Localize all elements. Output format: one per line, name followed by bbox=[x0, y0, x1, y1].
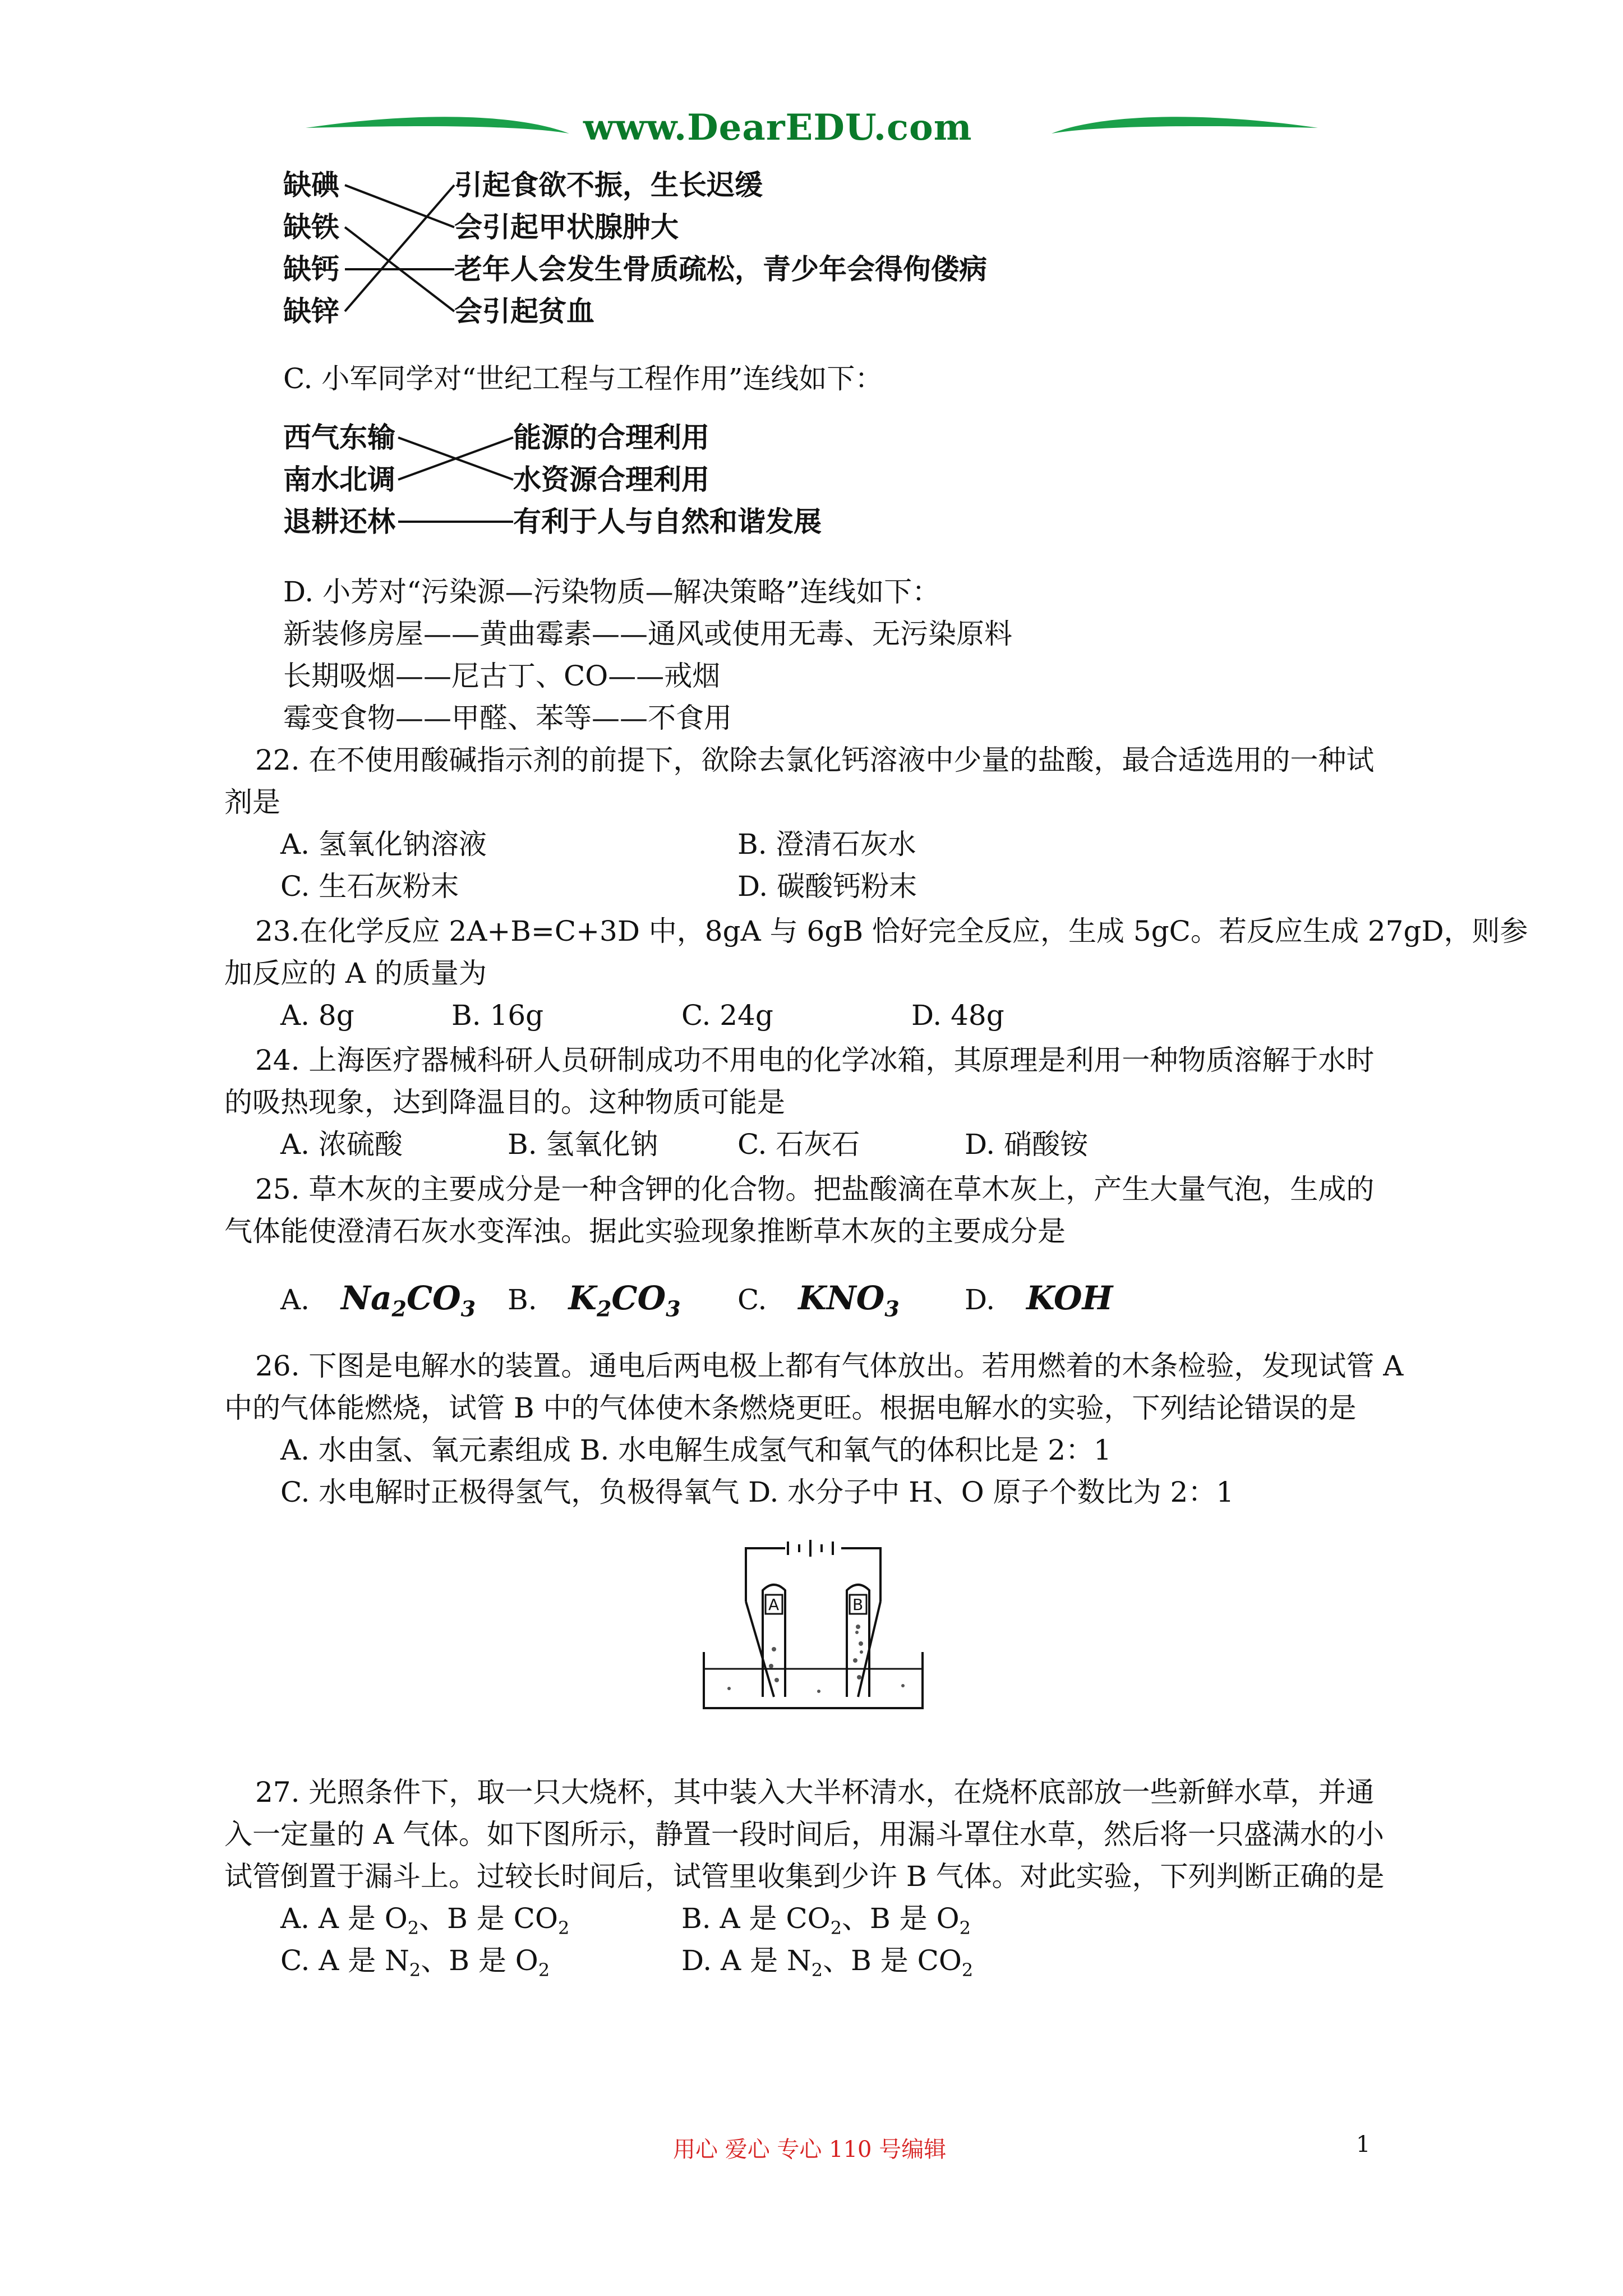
q27-option-d[interactable]: D. A 是 $N_2$、B 是 $CO_2$ bbox=[681, 1944, 974, 1981]
q23-option-a[interactable]: A. 8g bbox=[280, 999, 354, 1032]
q25-a-formula: $Na_2CO_3$ bbox=[340, 1279, 476, 1322]
q26-options-ab[interactable]: A. 水由氢、氧元素组成 B. 水电解生成氢气和氧气的体积比是 2：1 bbox=[280, 1434, 1112, 1466]
q25-d-label: D. bbox=[965, 1283, 995, 1316]
c-left-1: 西气东输 bbox=[283, 421, 395, 454]
q22-option-b[interactable]: B. 澄清石灰水 bbox=[737, 828, 916, 861]
q25-option-a[interactable] bbox=[280, 1279, 476, 1322]
match-left-1: 缺碘 bbox=[283, 169, 339, 201]
c-right-1: 能源的合理利用 bbox=[513, 421, 709, 454]
match-right-4: 会引起贫血 bbox=[454, 295, 594, 328]
q24-stem-2: 的吸热现象，达到降温目的。这种物质可能是 bbox=[224, 1086, 785, 1119]
q24-option-b[interactable]: B. 氢氧化钠 bbox=[508, 1128, 658, 1161]
c-right-2: 水资源合理利用 bbox=[513, 463, 709, 496]
match-right-1: 引起食欲不振，生长迟缓 bbox=[454, 169, 763, 201]
option-d-line-1: 新装修房屋——黄曲霉素——通风或使用无毒、无污染原料 bbox=[283, 618, 1012, 650]
q25-option-b[interactable] bbox=[508, 1279, 681, 1322]
q23-stem-2: 加反应的 A 的质量为 bbox=[224, 957, 487, 990]
q22-stem-2: 剂是 bbox=[224, 786, 280, 818]
q22-option-c[interactable]: C. 生石灰粉末 bbox=[280, 870, 459, 903]
q23-option-b[interactable]: B. 16g bbox=[451, 999, 544, 1032]
q25-option-c[interactable] bbox=[737, 1279, 900, 1322]
q23-option-c[interactable]: C. 24g bbox=[681, 999, 773, 1032]
q25-stem-1: 25. 草木灰的主要成分是一种含钾的化合物。把盐酸滴在草木灰上，产生大量气泡，生成的 bbox=[255, 1173, 1375, 1205]
q25-option-d[interactable] bbox=[965, 1279, 1113, 1317]
q25-stem-2: 气体能使澄清石灰水变浑浊。据此实验现象推断草木灰的主要成分是 bbox=[224, 1215, 1066, 1248]
q24-stem-1: 24. 上海医疗器械科研人员研制成功不用电的化学冰箱，其原理是利用一种物质溶解于水时 bbox=[255, 1044, 1375, 1076]
c-right-3: 有利于人与自然和谐发展 bbox=[513, 505, 822, 538]
q25-d-formula: KOH bbox=[1026, 1279, 1113, 1317]
option-d-line-2: 长期吸烟——尼古丁、CO——戒烟 bbox=[283, 660, 721, 692]
q27-stem-1: 27. 光照条件下，取一只大烧杯，其中装入大半杯清水，在烧杯底部放一些新鲜水草，并通 bbox=[255, 1776, 1375, 1809]
match-left-3: 缺钙 bbox=[283, 253, 339, 286]
option-c-intro: C. 小军同学对“世纪工程与工程作用”连线如下： bbox=[283, 362, 883, 395]
q27-stem-2: 入一定量的 A 气体。如下图所示，静置一段时间后，用漏斗罩住水草，然后将一只盛满水的小 bbox=[224, 1818, 1384, 1851]
q25-a-label: A. bbox=[280, 1283, 310, 1316]
footer-text: 用心 爱心 专心 110 号编辑 bbox=[673, 2137, 947, 2162]
option-d-intro: D. 小芳对“污染源—污染物质—解决策略”连线如下： bbox=[283, 576, 940, 608]
match-c-lines bbox=[398, 421, 516, 539]
q22-stem-1: 22. 在不使用酸碱指示剂的前提下，欲除去氯化钙溶液中少量的盐酸，最合适选用的一种试 bbox=[255, 744, 1375, 776]
q26-options-cd[interactable]: C. 水电解时正极得氢气，负极得氧气 D. 水分子中 H、O 原子个数比为 2：1 bbox=[280, 1476, 1234, 1508]
q27-option-b[interactable]: B. A 是 $CO_2$、B 是 $O_2$ bbox=[681, 1902, 971, 1939]
q22-option-d[interactable]: D. 碳酸钙粉末 bbox=[737, 870, 917, 903]
q27-option-a[interactable]: A. A 是 $O_2$、B 是 $CO_2$ bbox=[280, 1902, 570, 1939]
match-left-4: 缺锌 bbox=[283, 295, 339, 328]
q27-stem-3: 试管倒置于漏斗上。过较长时间后，试管里收集到少许 B 气体。对此实验，下列判断正确的是 bbox=[224, 1860, 1385, 1893]
q25-b-label: B. bbox=[508, 1283, 537, 1316]
q24-option-c[interactable]: C. 石灰石 bbox=[737, 1128, 860, 1161]
electrolysis-diagram bbox=[695, 1537, 931, 1717]
match-b-lines bbox=[345, 168, 457, 331]
page-number: 1 bbox=[1356, 2132, 1371, 2157]
tube-b-label: B bbox=[852, 1595, 864, 1614]
q23-stem-1: 23.在化学反应 2A+B=C+3D 中，8gA 与 6gB 恰好完全反应，生成 5gC。若反应生成 27gD，则参 bbox=[255, 915, 1528, 947]
q26-stem-2: 中的气体能燃烧，试管 B 中的气体使木条燃烧更旺。根据电解水的实验，下列结论错误的是 bbox=[224, 1392, 1357, 1424]
q24-option-a[interactable]: A. 浓硫酸 bbox=[280, 1128, 403, 1161]
q25-c-label: C. bbox=[737, 1283, 767, 1316]
match-right-3: 老年人会发生骨质疏松，青少年会得佝偻病 bbox=[454, 253, 987, 286]
match-right-2: 会引起甲状腺肿大 bbox=[454, 211, 679, 243]
q25-b-formula: $K_2CO_3$ bbox=[568, 1279, 681, 1322]
q23-option-d[interactable]: D. 48g bbox=[911, 999, 1004, 1032]
c-left-2: 南水北调 bbox=[283, 463, 395, 496]
q26-stem-1: 26. 下图是电解水的装置。通电后两电极上都有气体放出。若用燃着的木条检验，发现试管 A bbox=[255, 1350, 1404, 1382]
match-left-2: 缺铁 bbox=[283, 211, 339, 243]
option-d-line-3: 霉变食物——甲醛、苯等——不食用 bbox=[283, 702, 732, 734]
c-left-3: 退耕还林 bbox=[283, 505, 395, 538]
q22-option-a[interactable]: A. 氢氧化钠溶液 bbox=[280, 828, 487, 861]
q24-option-d[interactable]: D. 硝酸铵 bbox=[965, 1128, 1089, 1161]
site-name[interactable]: www.DearEDU.com bbox=[583, 107, 972, 149]
tube-a-label: A bbox=[768, 1595, 780, 1614]
q25-c-formula: $KNO_3$ bbox=[798, 1279, 900, 1322]
q27-option-c[interactable]: C. A 是 $N_2$、B 是 $O_2$ bbox=[280, 1944, 550, 1981]
